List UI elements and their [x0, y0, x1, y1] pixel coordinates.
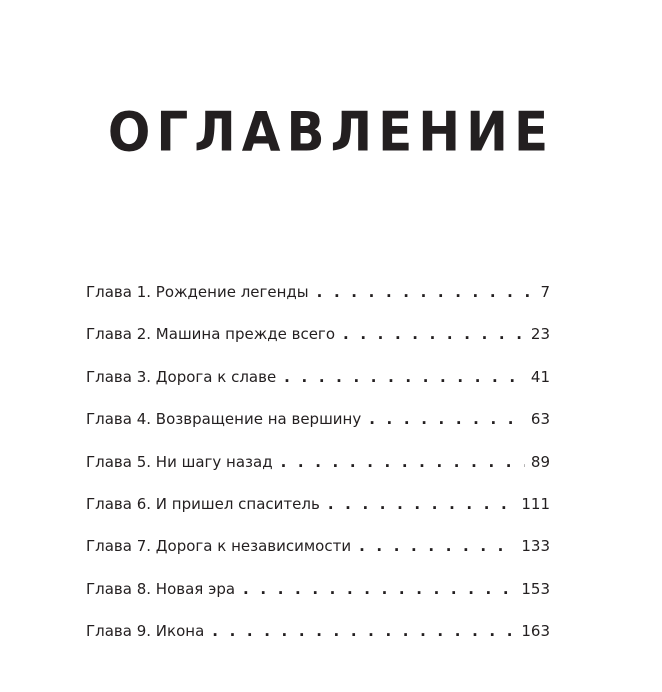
toc-leader-dots — [243, 573, 515, 605]
toc-leader-dots — [212, 615, 515, 647]
toc-leader-dots — [343, 318, 525, 350]
toc-entry-page: 89 — [530, 452, 550, 471]
table-of-contents — [86, 276, 550, 658]
toc-entry-label: Глава 9. Икона — [86, 622, 205, 641]
toc-entry-label: Глава 7. Дорога к независимости — [86, 537, 352, 556]
toc-entry-label: Глава 8. Новая эра — [86, 579, 236, 598]
toc-entry — [86, 361, 550, 403]
toc-entry-page: 23 — [530, 325, 550, 344]
toc-leader-dots — [369, 403, 525, 435]
page-title: ОГЛАВЛЕНИЕ — [107, 100, 555, 164]
toc-leader-dots — [317, 276, 535, 308]
toc-entry-page: 63 — [530, 410, 550, 429]
toc-entry-page: 133 — [521, 537, 550, 556]
toc-entry-label: Глава 4. Возвращение на вершину — [86, 410, 362, 429]
toc-leader-dots — [328, 488, 516, 520]
toc-leader-dots — [359, 530, 515, 562]
toc-entry — [86, 488, 550, 530]
toc-entry — [86, 530, 550, 572]
toc-entry-page: 7 — [540, 283, 550, 301]
toc-leader-dots — [284, 361, 525, 393]
toc-entry-label: Глава 3. Дорога к славе — [86, 367, 277, 386]
toc-entry — [86, 403, 550, 445]
toc-entry — [86, 276, 550, 318]
toc-entry — [86, 446, 550, 488]
toc-entry-label: Глава 2. Машина прежде всего — [86, 325, 335, 344]
toc-entry — [86, 318, 550, 360]
toc-leader-dots — [281, 446, 525, 478]
toc-entry — [86, 573, 550, 615]
toc-entry-page: 111 — [521, 494, 550, 513]
toc-entry-label: Глава 6. И пришел спаситель — [86, 494, 320, 513]
toc-entry-label: Глава 1. Рождение легенды — [86, 283, 309, 301]
toc-entry-page: 41 — [530, 367, 550, 386]
toc-entry — [86, 615, 550, 657]
toc-entry-page: 153 — [521, 579, 550, 598]
toc-entry-page: 163 — [521, 622, 550, 641]
toc-entry-label: Глава 5. Ни шагу назад — [86, 452, 273, 471]
